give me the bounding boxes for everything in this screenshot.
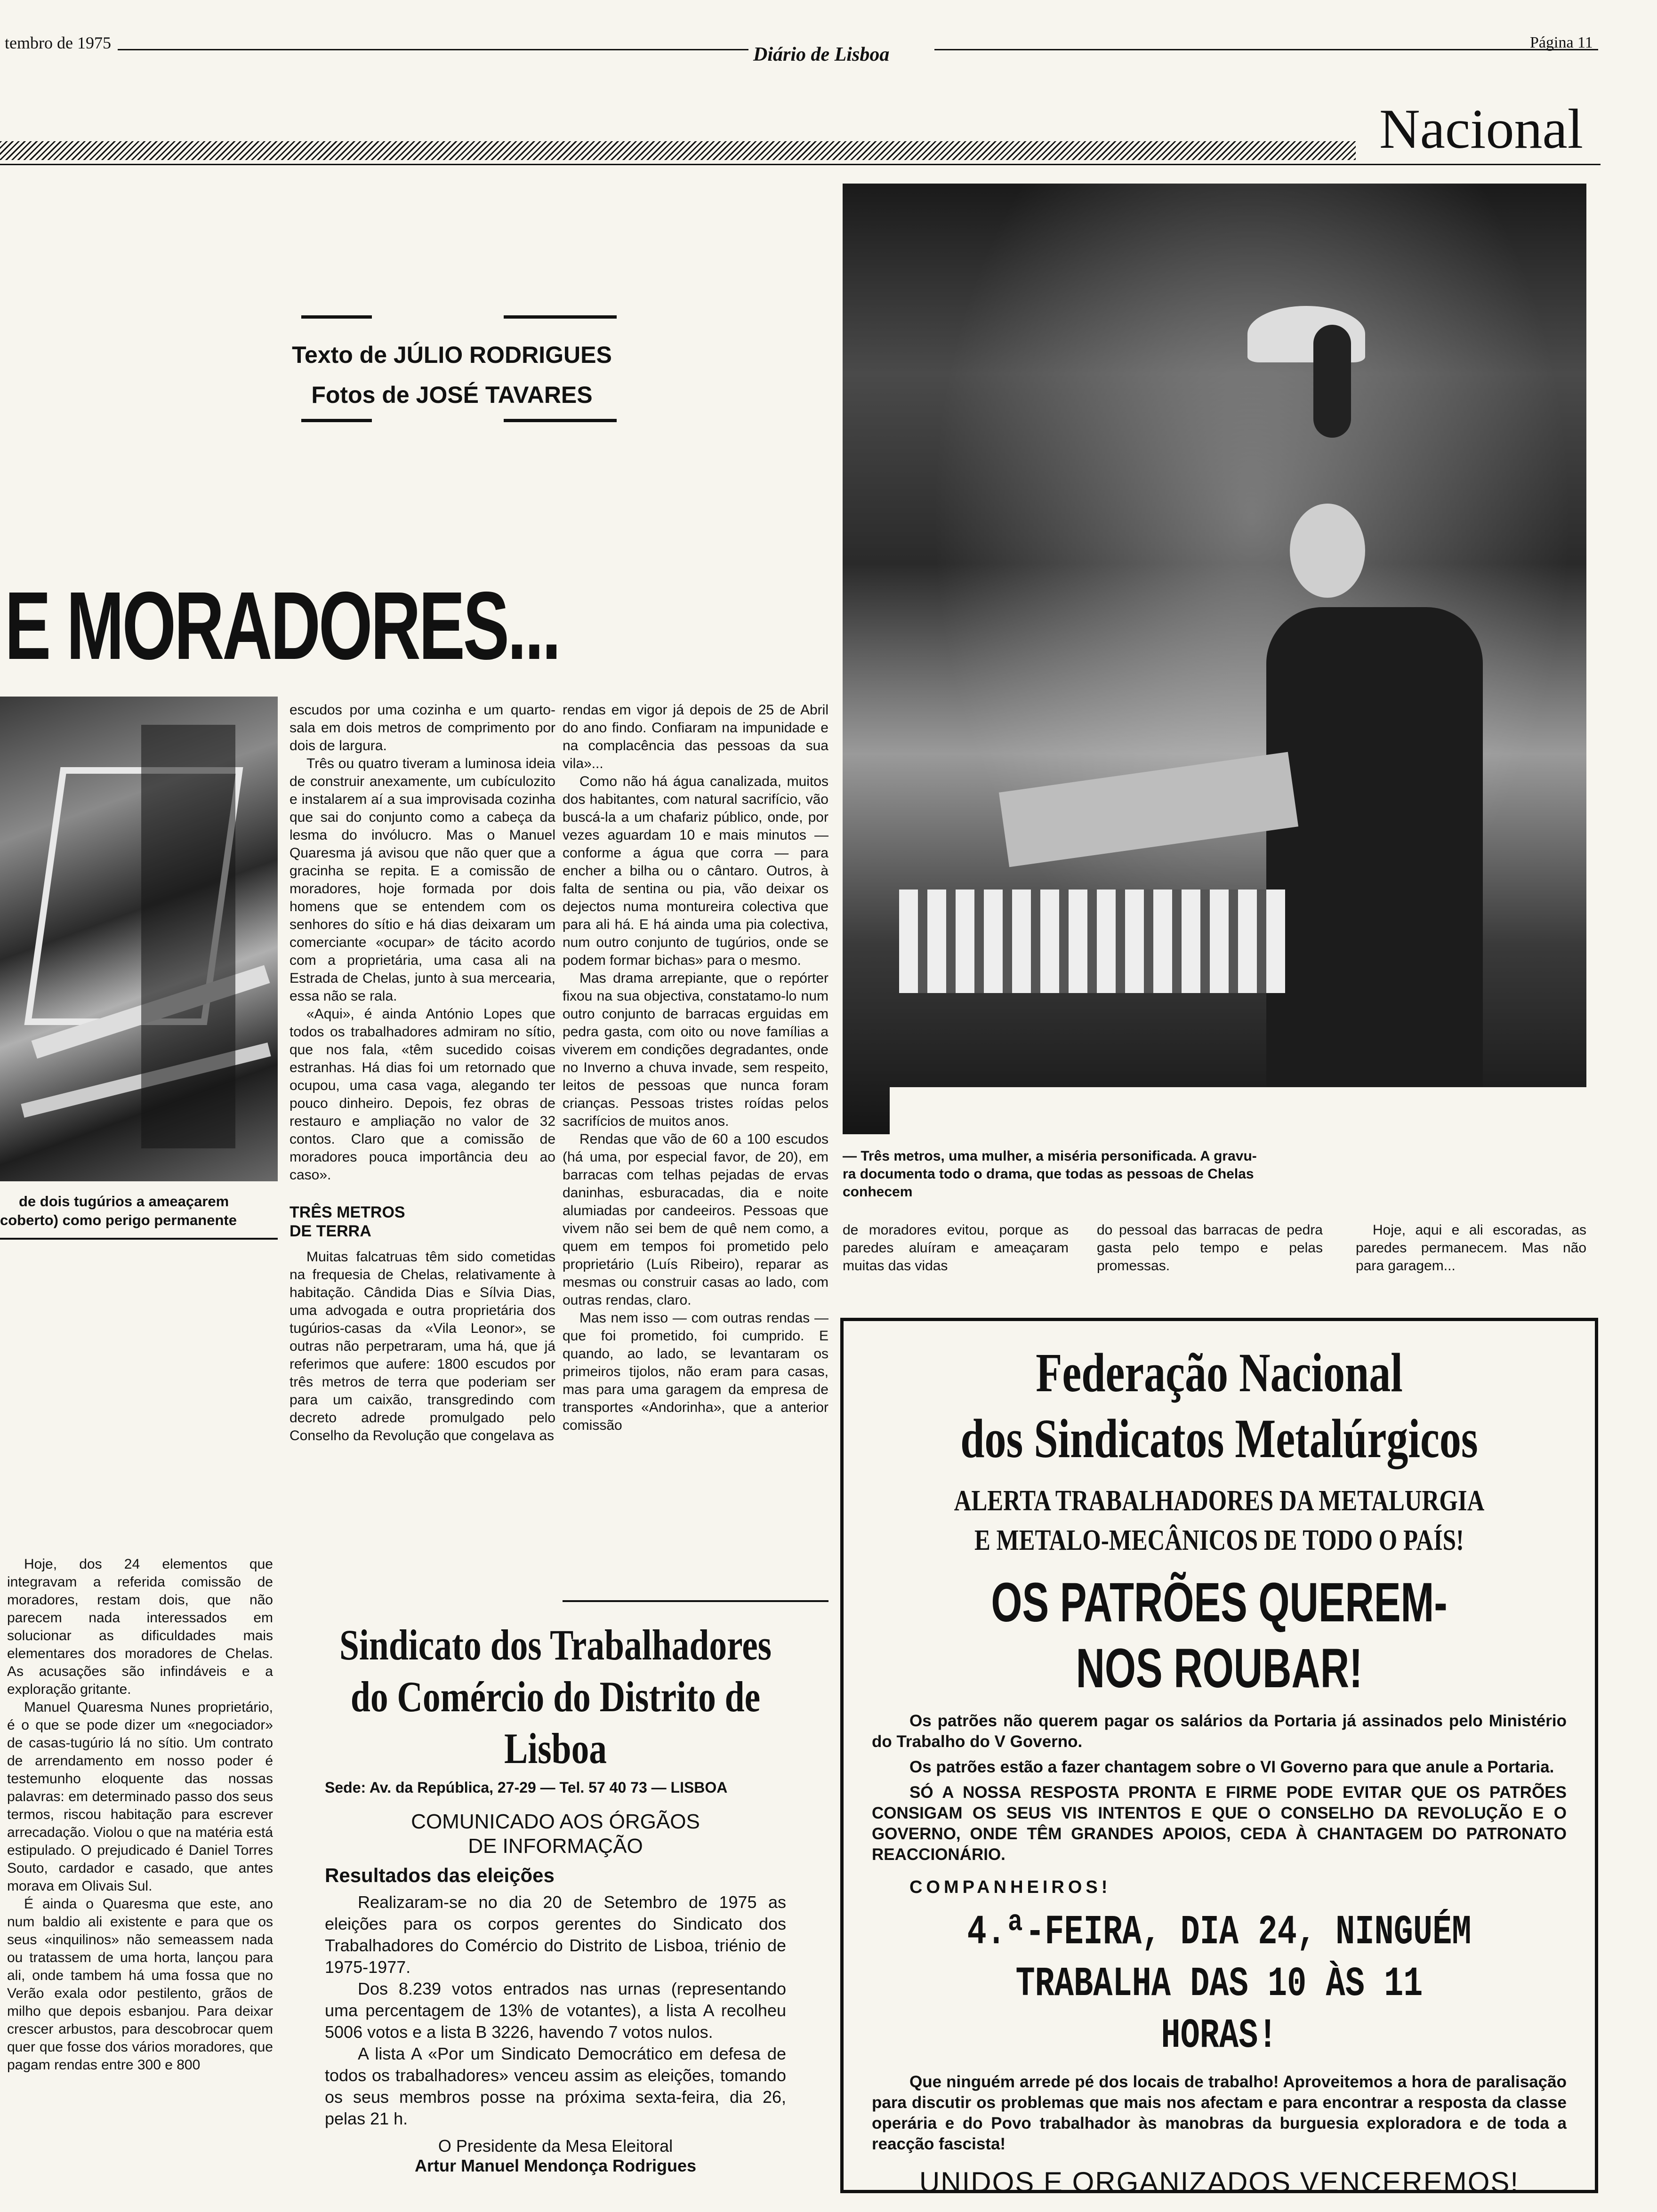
ad-federacao [840,1318,1598,2198]
paragraph: Manuel Quaresma Nunes proprietário, é o que se pode dizer um «negociador» de casas-tugúrio lá no sítio. Um contrato de arrendamento em nosso poder é testemunho eloquente das nossas palavras: em determinado passo dos seus termos, riscou habitação para escrever arrecadação. Violou o que na matéria está estipulado. O prejudicado é Daniel Torres Souto, cardador e casado, que antes morava em Olivais Sul. [7,1699,273,1894]
paragraph: escudos por uma cozinha e um quarto-sala em dois metros de comprimento por dois de largura. [290,702,555,753]
section-hatch-band [0,141,1356,160]
byline-text: Texto de JÚLIO RODRIGUES [292,342,612,368]
ad-sindicato-subheading: Resultados das eleições [325,1864,555,1886]
subhead-line: TRÊS METROS [290,1203,405,1221]
ad-sindicato-body [325,1891,786,2130]
paragraph: Muitas falcatruas têm sido cometidas na frequesia de Chelas, relativamente à habitação. Cândida Dias e Sílvia Dias, uma advogada e outra proprietária dos tugúrios-casas da «Vila Leonor», se outras não perpetraram, uma há, que já referimos que aufere: 1800 escudos por três metros de terra que poderiam ser para um caixão, transgredindo com decreto adrede promulgado pelo Conselho da Revolução que congelava as [290,1249,555,1443]
article-column-1 [7,1555,273,2074]
ad-federacao-title-2: dos Sindicatos Metalúrgicos [960,1408,1478,1469]
byline-rule-2 [504,315,617,319]
ad-federacao-strike-2: TRABALHA DAS 10 ÀS 11 HORAS! [1015,1961,1423,2060]
ad-sindicato [282,1619,828,2198]
caption-right-1: — Três metros, uma mulher, a miséria personificada. A gravu- [843,1148,1257,1164]
ad-sindicato-title-1: Sindicato dos Trabalhadores [339,1621,772,1669]
header-rule-right [934,49,1598,50]
ad-sindicato-heading-1: COMUNICADO AOS ÓRGÃOS [411,1810,700,1833]
article-column-3 [563,701,828,1435]
ad-federacao-closing: UNIDOS E ORGANIZADOS VENCEREMOS! [919,2166,1520,2198]
section-title: Nacional [1379,97,1584,160]
ad-sindicato-address: Sede: Av. da República, 27-29 — Tel. 57 40 73 — LISBOA [325,1779,728,1796]
paragraph: Os patrões estão a fazer chantagem sobre o VI Governo para que anule a Portaria. [909,1758,1554,1776]
paragraph: Rendas que vão de 60 a 100 escudos (há uma, por especial favor, de 20), em barracas com telhas pejadas de ervas daninhas, esburacadas, dia e noite alumiadas por candeeiros. Pessoas que vivem não sei bem de quê nem como, a quem em tempos foi prometido pelo proprietário (Luís Ribeiro), reparar as mesmas ou construir casas ao lado, com outras rendas, claro. [563,1131,828,1308]
article-column-4 [843,1221,1069,1275]
masthead: Diário de Lisboa [753,44,890,65]
paragraph: «Aqui», é ainda António Lopes que todos os trabalhadores admiram no sítio, que nos fala, «têm sucedido coisas estranhas. Há dias foi um retornado que ocupou, uma casa vaga, alegando ter pouco dinheiro. Depois, fez obras de restauro e ampliação no valor de 32 contos. Claro que a comissão de moradores pouca importância deu ao caso». [290,1006,555,1183]
byline-photos: Fotos de JOSÉ TAVARES [311,382,593,408]
paragraph: Mas nem isso — com outras rendas — que foi prometido, foi cumprido. E quando, ao lado, se levantaram os primeiros tijolos, não eram para casas, mas para uma garagem da empresa de transportes «Andorinha», que a anterior comissão [563,1310,828,1433]
ad-federacao-body [872,1711,1567,1865]
subhead [290,1203,555,1241]
paragraph: rendas em vigor já depois de 25 de Abril do ano findo. Confiaram na impunidade e na complacência das pessoas da sua vila»... [563,702,828,771]
header-rule-left [118,49,748,50]
page-number: Página 11 [1530,34,1593,51]
header-date: tembro de 1975 [5,33,111,52]
caption-left-2: coberto) como perigo permanente [0,1212,237,1228]
ad-federacao-companheiros: COMPANHEIROS! [909,1877,1111,1897]
photo-shacks [0,697,278,1181]
paragraph: Os patrões não querem pagar os salários da Portaria já assinados pelo Ministério do Trabalho do V Governo. [872,1712,1567,1751]
ad-sindicato-signoff-1: O Presidente da Mesa Eleitoral [438,2136,673,2156]
ad-sindicato-title-2: do Comércio do Distrito de Lisboa [350,1673,761,1772]
paragraph: Mas drama arrepiante, que o repórter fixou na sua objectiva, constatamo-lo num outro conjunto de barracas erguidas em pedra gasta, com oito ou nove famílias a viverem em condições degradantes, onde no Inverno a chuva invade, sem respeito, leitos de pessoas que nunca foram crianças. Pessoas tristes roídas pelos sacrifícios de muitos anos. [563,970,828,1129]
caption-right-2: ra documenta todo o drama, que todas as pessoas de Chelas [843,1166,1254,1182]
paragraph: Realizaram-se no dia 20 de Setembro de 1975 as eleições para os corpos gerentes do Sindicato dos Trabalhadores do Comércio do Distrito de Lisboa, triénio de 1975-1977. [325,1892,786,1977]
byline-rule-1 [301,315,372,319]
paragraph: A lista A «Por um Sindicato Democrático em defesa de todos os trabalhadores» venceu assim as eleições, tomando os seus membros posse na próxima sexta-feira, dia 26, pelas 21 h. [325,2044,786,2128]
paragraph: de moradores evitou, porque as paredes aluíram e ameaçaram muitas das vidas [843,1222,1069,1274]
article-column-6 [1356,1221,1586,1275]
caption-left-rule [0,1238,278,1240]
paragraph: Como não há água canalizada, muitos dos habitantes, com natural sacrifício, vão buscá-la a um chafariz público, onde, por vezes aguardam 10 e mais minutos — conforme a água que corra — para encher a bilha ou o cântaro. Outros, à falta de sentina ou pia, vão deixar os dejectos numa montureira colectiva que para ali há. E há ainda uma pia colectiva, num outro conjunto de tugúrios, onde se podem formar bichas» para o mesmo. [563,774,828,968]
ad-federacao-title-1: Federação Nacional [1036,1342,1403,1403]
caption-left-1: de dois tugúrios a ameaçarem [19,1193,229,1210]
ad-federacao-alert-1: ALERTA TRABALHADORES DA METALURGIA [954,1485,1485,1517]
paragraph: SÓ A NOSSA RESPOSTA PRONTA E FIRME PODE EVITAR QUE OS PATRÕES CONSIGAM OS SEUS VIS INTENTOS E QUE O CONSELHO DA REVOLUÇÃO E O GOVERNO, ONDE TÊM GRANDES APOIOS, CEDA À CHANTAGEM DO PATRONATO REACCIONÁRIO. [872,1783,1567,1864]
caption-right-3: conhecem [843,1184,913,1200]
column-3-bottom-rule [563,1600,828,1602]
paragraph: É ainda o Quaresma que este, ano num baldio ali existente e para que os seus «inquilinos» não semeassem nada ou tratassem de uma horta, lançou para ali, onde tambem há uma fossa que no Verão exala odor pestilento, grãos de milho que depois esbanjou. Para deixar crescer arbustos, para descobrocar quem quer que fosse dos vários moradores, que pagam rendas entre 300 e 800 [7,1896,273,2073]
photo-woman [843,184,1586,1134]
ad-federacao-strike-1: 4.ª-FEIRA, DIA 24, NINGUÉM [967,1909,1472,1956]
paragraph: Hoje, aqui e ali escoradas, as paredes permanecem. Mas não para garagem... [1356,1222,1586,1274]
headline: E MORADORES... [5,572,559,680]
paragraph: do pessoal das barracas de pedra gasta pelo tempo e pelas promessas. [1097,1222,1323,1274]
ad-federacao-alert-2: E METALO-MECÂNICOS DE TODO O PAÍS! [974,1524,1464,1556]
ad-sindicato-heading-2: DE INFORMAÇÃO [468,1835,643,1858]
section-rule [0,164,1601,165]
ad-federacao-para-4: Que ninguém arrede pé dos locais de trabalho! Aproveitemos a hora de paralisação para discutir os problemas que mais nos afectam e para encontrar a resposta da classe operária e do Povo trabalhador às manobras da burguesia exploradora e de toda a reacção fascista! [872,2073,1567,2153]
subhead-line: DE TERRA [290,1222,371,1240]
article-column-2 [290,701,555,1445]
paragraph: Três ou quatro tiveram a luminosa ideia de construir anexamente, um cubículozito e instalarem aí a sua improvisada cozinha que sai do conjunto como a cabeça da lesma do invólucro. Mas o Manuel Quaresma já avisou que não quer que a gracinha se repita. E a comissão de moradores, hoje formada por dois homens que se entendem com os senhores do sítio e há dias deixaram um comerciante «ocupar» de tácito acordo com a proprietária, uma casa ali na Estrada de Chelas, junto à sua mercearia, essa não se rala. [290,756,555,1004]
ad-federacao-slogan: OS PATRÕES QUEREM-NOS ROUBAR! [991,1571,1448,1699]
paragraph: Dos 8.239 votos entrados nas urnas (representando uma percentagem de 13% de votantes), a lista A recolheu 5006 votos e a lista B 3226, havendo 7 votos nulos. [325,1979,786,2042]
paragraph: Hoje, dos 24 elementos que integravam a referida comissão de moradores, restam dois, que não parecem nada interessados em solucionar as dificuldades mais elementares dos moradores de Chelas. As acusações são infindáveis e a exploração gritante. [7,1556,273,1697]
ad-sindicato-signoff-2: Artur Manuel Mendonça Rodrigues [414,2156,697,2175]
byline-rule-3 [301,419,372,422]
byline-rule-4 [504,419,617,422]
article-column-5 [1097,1221,1323,1275]
